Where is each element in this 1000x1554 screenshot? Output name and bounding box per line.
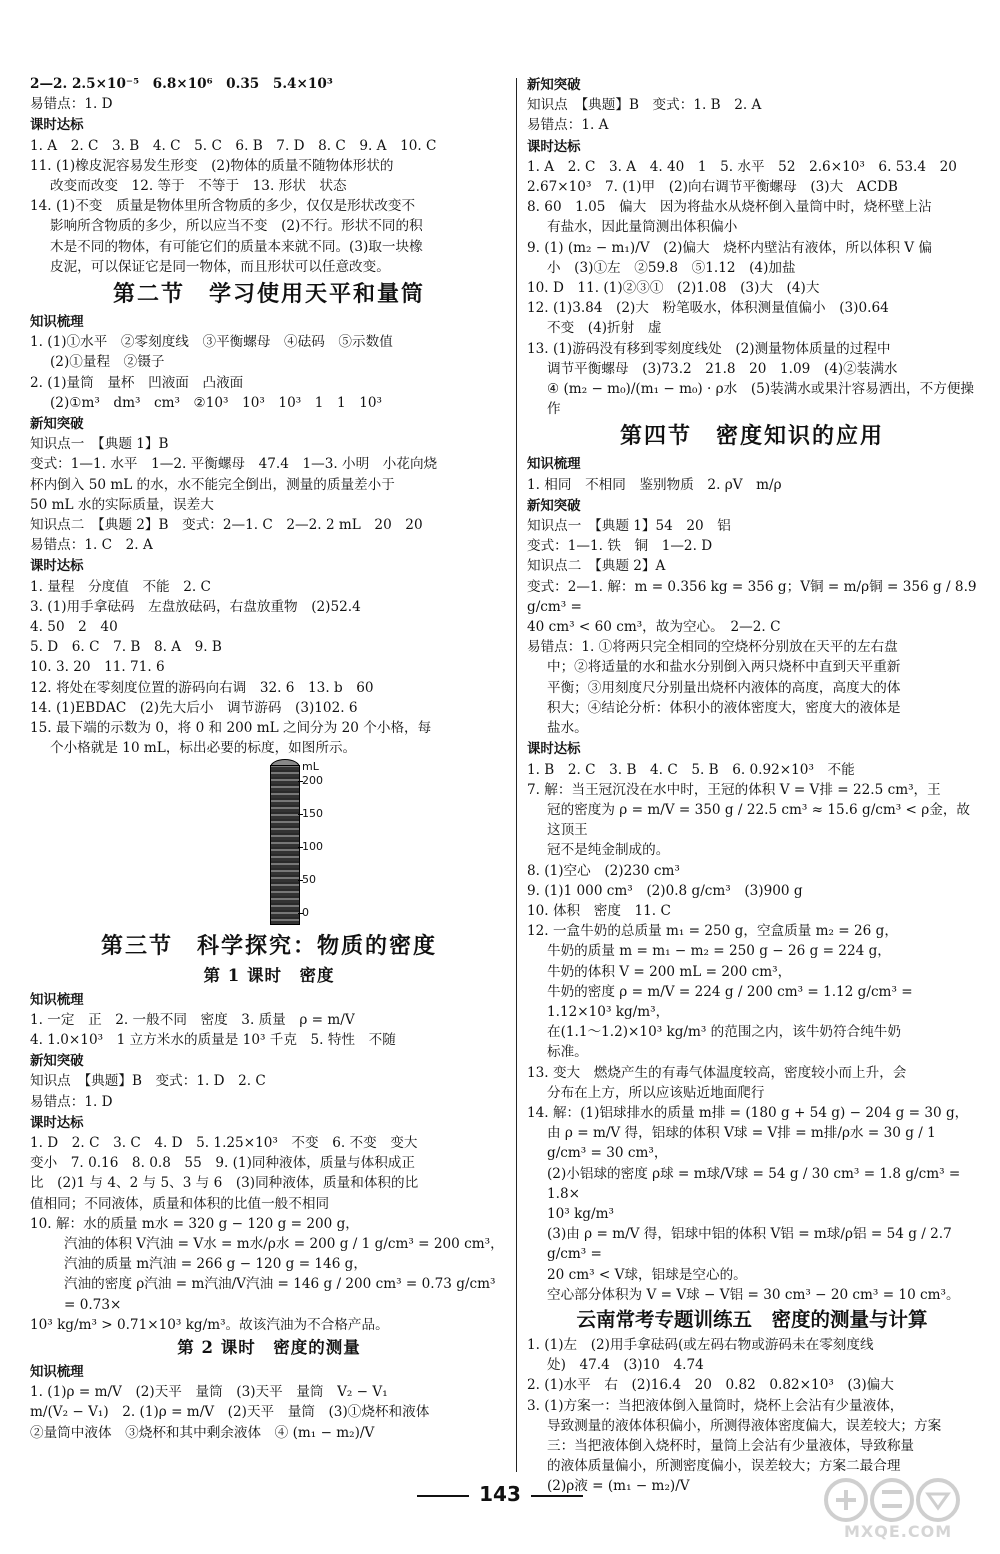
answer-line: 皮泥，可以保证它是同一物体，而且形状可以任意改变。 — [50, 258, 390, 275]
answer-line: 40 cm³ < 60 cm³，故为空心。 2—2. C — [527, 619, 781, 636]
section-3b-body — [30, 1362, 508, 1443]
answer-line: 4. 1.0×10³ 1 立方米水的质量是 10³ 千克 5. 特性 不随 — [30, 1031, 396, 1048]
scale-label: 200 — [302, 773, 323, 787]
section-4-body — [527, 454, 981, 1305]
answer-line: 分布在上方，所以应该贴近地面爬行 — [547, 1084, 765, 1101]
answer-line: 50 mL 水的实际质量，误差大 — [30, 496, 214, 513]
answer-line: 易错点：1. D — [30, 96, 113, 113]
answer-line: 3. (1)用手拿砝码 左盘放砝码，右盘放重物 (2)52.4 — [30, 598, 361, 615]
answer-line: 1. 相同 不相同 鉴别物质 2. ρV m/ρ — [527, 476, 782, 493]
answer-line: 变式：2—1. 解：m = 0.356 kg = 356 g；V铜 = m/ρ铜 = 356 g / 8.9 g/cm³ = — [527, 578, 981, 615]
section-title: 第四节 密度知识的应用 — [619, 423, 884, 450]
answer-line: 20 cm³ < V球，铝球是空心的。 — [547, 1266, 747, 1283]
section-title: 第三节 科学探究：物质的密度 — [100, 932, 437, 959]
answer-line: 调节平衡螺母 (3)73.2 21.8 20 1.09 (4)②装满水 — [547, 360, 898, 377]
section-title: 第二节 学习使用天平和量筒 — [112, 281, 425, 308]
section-label: 新知突破 — [30, 1053, 84, 1070]
answer-line: 易错点：1. D — [30, 1093, 113, 1110]
answer-line: 牛奶的质量 m = m₁ − m₂ = 250 g − 26 g = 224 g， — [547, 943, 891, 960]
answer-line: 平衡；③用刻度尺分别量出烧杯内液体的高度，高度大的体 — [547, 679, 901, 696]
section-3-body — [30, 990, 508, 1335]
answer-line: 个小格就是 10 mL，标出必要的标度，如图所示。 — [50, 740, 357, 757]
answer-line: 变式：1—1. 水平 1—2. 平衡螺母 47.4 1—3. 小明 小花向烧 — [30, 456, 438, 473]
answer-line: 15. 最下端的示数为 0，将 0 和 200 mL 之间分为 20 个小格，每 — [30, 720, 432, 737]
answer-line: 值相同；不同液体，质量和体积的比值一般不相同 — [30, 1195, 330, 1212]
answer-line: 变小 7. 0.16 8. 0.8 55 9. (1)同种液体，质量与体积成正 — [30, 1155, 415, 1172]
answer-line: 13. (1)游码没有移到零刻度线处 (2)测量物体质量的过程中 — [527, 340, 891, 357]
answer-line: 改变而改变 12. 等于 不等于 13. 形状 状态 — [50, 178, 347, 195]
answer-line: 导致测量的液体体积偏小，所测得液体密度偏大，误差较大；方案 — [547, 1417, 942, 1434]
answer-line: 8. (1)空心 (2)230 cm³ — [527, 862, 680, 879]
section-2-body — [30, 312, 508, 758]
answer-line: 知识点二 【典题 2】B 变式：2—1. C 2—2. 2 mL 20 20 — [30, 517, 423, 534]
section-label: 课时达标 — [527, 741, 581, 758]
right-column — [527, 74, 981, 1495]
answer-line: 10. D 11. (1)②③① (2)1.08 (3)大 (4)大 — [527, 280, 820, 297]
page-number-rule — [531, 1495, 583, 1497]
answer-line: 1. A 2. C 3. B 4. C 5. C 6. B 7. D 8. C 9. A 10. C — [30, 137, 437, 154]
answer-line: 10. 解：水的质量 m水 = 320 g − 120 g = 200 g， — [30, 1215, 359, 1232]
section-label: 知识梳理 — [30, 1363, 84, 1380]
page-number-text: 143 — [479, 1482, 521, 1506]
section-label: 新知突破 — [527, 77, 581, 93]
right-intro — [527, 75, 977, 419]
answer-line: ④ (m₂ − m₀)/(m₁ − m₀) · ρ水 (5)装满水或果汁容易洒出，不方便操作 — [547, 381, 975, 418]
section-5-body — [527, 1335, 977, 1497]
answer-line: 1. A 2. C 3. A 4. 40 1 5. 水平 52 2.6×10³ 6. 53.4 20 — [527, 158, 957, 175]
answer-line: 影响所含物质的多少，所以应当不变 (2)不行。形状不同的积 — [50, 218, 423, 235]
answer-line: (2)①m³ dm³ cm³ ②10³ 10³ 10³ 1 1 10³ — [50, 394, 382, 411]
section-label: 课时达标 — [30, 1114, 84, 1131]
page-number-rule — [417, 1495, 469, 1497]
answer-line: 1. B 2. C 3. B 4. C 5. B 6. 0.92×10³ 不能 — [527, 761, 855, 778]
watermark — [816, 1476, 980, 1548]
graduated-cylinder-figure — [30, 759, 508, 929]
answer-line: 不变 (4)折射 虚 — [547, 320, 662, 337]
answer-line: 处) 47.4 (3)10 4.74 — [547, 1357, 704, 1374]
answer-line: 1. 量程 分度值 不能 2. C — [30, 578, 211, 595]
scale-label: 0 — [302, 905, 309, 919]
lesson-title: 第 1 课时 密度 — [203, 965, 335, 985]
section-label: 课时达标 — [30, 117, 84, 134]
answer-line: 12. (1)3.84 (2)大 粉笔吸水，体积测量值偏小 (3)0.64 — [527, 300, 889, 317]
left-column — [30, 74, 508, 1474]
watermark-text: MXQE.COM — [844, 1522, 953, 1541]
answer-line: 知识点 【典题】B 变式：1. D 2. C — [30, 1073, 266, 1090]
section-label: 知识梳理 — [30, 991, 84, 1008]
answer-line: 9. (1) (m₂ − m₁)/V (2)偏大 烧杯内壁沾有液体，所以体积 V 偏 — [527, 239, 932, 256]
scale-label: 150 — [302, 806, 323, 820]
section-label: 知识梳理 — [30, 314, 84, 331]
answer-line: 1. D 2. C 3. C 4. D 5. 1.25×10³ 不变 6. 不变 变大 — [30, 1134, 418, 1151]
answer-line: 易错点：1. A — [527, 117, 609, 134]
answer-line: 12. 将处在零刻度位置的游码向右调 32. 6 13. b 60 — [30, 679, 374, 696]
answer-line: 1. (1)①水平 ②零刻度线 ③平衡螺母 ④砝码 ⑤示数值 — [30, 334, 393, 351]
answer-line: 汽油的密度 ρ汽油 = m汽油/V汽油 = 146 g / 200 cm³ = 0.73 g/cm³ = 0.73× — [64, 1276, 500, 1313]
answer-line: 有盐水，因此量筒测出体积偏小 — [547, 219, 738, 236]
scale-label: 100 — [302, 839, 323, 853]
scale-label: 50 — [302, 872, 316, 886]
answer-line: 12. 一盒牛奶的总质量 m₁ = 250 g，空盒质量 m₂ = 26 g， — [527, 923, 898, 940]
answer-line: 8. 60 1.05 偏大 因为将盐水从烧杯倒入量筒中时，烧杯壁上沾 — [527, 199, 932, 216]
answer-line: 牛奶的体积 V = 200 mL = 200 cm³， — [547, 963, 792, 980]
answer-line: 空心部分体积为 V = V球 − V铝 = 30 cm³ − 20 cm³ = 10 cm³。 — [547, 1286, 960, 1303]
answer-line: 盐水。 — [547, 720, 588, 737]
section-label: 知识梳理 — [527, 456, 581, 473]
scale-unit: mL — [302, 759, 319, 773]
answer-line: 10³ kg/m³ — [547, 1205, 614, 1222]
answer-line: 木是不同的物体，有可能它们的质量本来就不同。(3)取一块橡 — [50, 238, 423, 255]
section-label: 新知突破 — [30, 416, 84, 433]
answer-circle-logo-icon — [816, 1476, 980, 1524]
answer-line: 14. (1)不变 质量是物体里所含物质的多少，仅仅是形状改变不 — [30, 198, 416, 215]
answer-line: 10. 体积 密度 11. C — [527, 902, 671, 919]
cylinder-body — [270, 765, 300, 925]
answer-line: 2.67×10³ 7. (1)甲 (2)向右调节平衡螺母 (3)大 ACDB — [527, 179, 898, 196]
answer-line: 的液体质量偏小，所测密度偏小，误差较大；方案二最合理 — [547, 1458, 901, 1475]
answer-line: 知识点二 【典题 2】A — [527, 558, 666, 575]
answer-line: 三：当把液体倒入烧杯时，量筒上会沾有少量液体，导致称量 — [547, 1438, 915, 1454]
answer-line: 易错点：1. ①将两只完全相同的空烧杯分别放在天平的左右盘 — [527, 639, 898, 656]
answer-line: 中；②将适量的水和盐水分别倒入两只烧杯中直到天平重新 — [547, 659, 901, 676]
answer-line: 2. (1)量筒 量杯 凹液面 凸液面 — [30, 374, 244, 391]
answer-line: 知识点 【典题】B 变式：1. B 2. A — [527, 97, 762, 114]
answer-line: (2)小铝球的密度 ρ球 = m球/V球 = 54 g / 30 cm³ = 1.8 g/cm³ = 1.8× — [547, 1165, 965, 1202]
section-label: 课时达标 — [527, 138, 581, 155]
answer-line: 10. 3. 20 11. 71. 6 — [30, 659, 165, 676]
answer-line: 牛奶的密度 ρ = m/V = 224 g / 200 cm³ = 1.12 g/cm³ = 1.12×10³ kg/m³， — [547, 983, 917, 1020]
answer-line: 冠的密度为 ρ = m/V = 350 g / 22.5 cm³ ≈ 15.6 g/cm³ < ρ金，故这顶王 — [547, 801, 971, 839]
answer-line: 1. (1)左 (2)用手拿砝码(或左码右物或游码未在零刻度线 — [527, 1336, 874, 1353]
answer-line: 汽油的体积 V汽油 = V水 = m水/ρ水 = 200 g / 1 g/cm³ = 200 cm³， — [64, 1235, 504, 1252]
answer-line: 标准。 — [547, 1044, 588, 1061]
answer-line: 小 (3)①左 ②59.8 ⑤1.12 (4)加盐 — [547, 259, 796, 276]
answer-line: 13. 变大 燃烧产生的有毒气体温度较高，密度较小而上升，会 — [527, 1064, 907, 1081]
answer-line: ②量筒中液体 ③烧杯和其中剩余液体 ④ (m₁ − m₂)/V — [30, 1424, 375, 1441]
answer-line: 变式：1—1. 铁 铜 1—2. D — [527, 538, 713, 555]
answer-line: 3. (1)方案一：当把液体倒入量筒时，烧杯上会沾有少量液体， — [527, 1397, 904, 1414]
answer-line: 14. (1)EBDAC (2)先大后小 调节游码 (3)102. 6 — [30, 699, 358, 716]
section-label: 新知突破 — [527, 497, 581, 514]
answer-line: (2)①量程 ②镊子 — [50, 354, 165, 371]
answer-line: 知识点一 【典题 1】B — [30, 436, 169, 453]
answer-line: 7. 解：当王冠沉没在水中时，王冠的体积 V = V排 = 22.5 cm³，王 — [527, 781, 941, 798]
answer-line: 比 (2)1 与 4、2 与 5、3 与 6 (3)同种液体，质量和体积的比 — [30, 1175, 419, 1192]
answer-line: 杯内倒入 50 mL 的水，水不能完全倒出，测量的质量差小于 — [30, 476, 395, 493]
answer-line: 9. (1)1 000 cm³ (2)0.8 g/cm³ (3)900 g — [527, 882, 803, 899]
answer-line: m/(V₂ − V₁) 2. (1)ρ = m/V (2)天平 量筒 (3)①烧杯和液体 — [30, 1404, 430, 1421]
answer-line: 4. 50 2 40 — [30, 619, 118, 636]
answer-line: 2—2. 2.5×10⁻⁵ 6.8×10⁶ 0.35 5.4×10³ — [30, 76, 333, 92]
section-title: 云南常考专题训练五 密度的测量与计算 — [576, 1307, 928, 1331]
section-label: 课时达标 — [30, 558, 84, 575]
answer-line: 冠不是纯金制成的。 — [547, 842, 670, 859]
answer-line: 14. 解：(1)铝球排水的质量 m排 = (180 g + 54 g) − 204 g = 30 g， — [527, 1104, 969, 1121]
answer-line: 由 ρ = m/V 得，铝球的体积 V球 = V排 = m排/ρ水 = 30 g / 1 g/cm³ = 30 cm³， — [547, 1125, 941, 1162]
lesson-title: 第 2 课时 密度的测量 — [177, 1337, 361, 1357]
answer-line: 汽油的质量 m汽油 = 266 g − 120 g = 146 g， — [64, 1256, 367, 1273]
answer-line: 10³ kg/m³ > 0.71×10³ kg/m³。故该汽油为不合格产品。 — [30, 1316, 389, 1333]
answer-line: 11. (1)橡皮泥容易发生形变 (2)物体的质量不随物体形状的 — [30, 157, 394, 174]
answer-line: 5. D 6. C 7. B 8. A 9. B — [30, 639, 222, 656]
answer-line: (2)ρ液 = (m₁ − m₂)/V — [547, 1478, 690, 1495]
answer-line: 2. (1)水平 右 (2)16.4 20 0.82 0.82×10³ (3)偏大 — [527, 1377, 894, 1394]
answer-line: 1. (1)ρ = m/V (2)天平 量筒 (3)天平 量筒 V₂ − V₁ — [30, 1384, 388, 1401]
answer-line: 知识点一 【典题 1】54 20 铝 — [527, 518, 731, 535]
left-intro — [30, 74, 508, 277]
answer-line: 易错点：1. C 2. A — [30, 537, 153, 554]
answer-line: 1. 一定 正 2. 一般不同 密度 3. 质量 ρ = m/V — [30, 1011, 355, 1028]
column-divider — [516, 78, 517, 1472]
answer-line: (3)由 ρ = m/V 得，铝球中铝的体积 V铝 = m球/ρ铝 = 54 g / 2.7 g/cm³ = — [547, 1226, 957, 1263]
answer-line: 在(1.1～1.2)×10³ kg/m³ 的范围之内，该牛奶符合纯牛奶 — [547, 1024, 901, 1041]
answer-line: 积大；④结论分析：体积小的液体密度大，密度大的液体是 — [547, 699, 901, 716]
